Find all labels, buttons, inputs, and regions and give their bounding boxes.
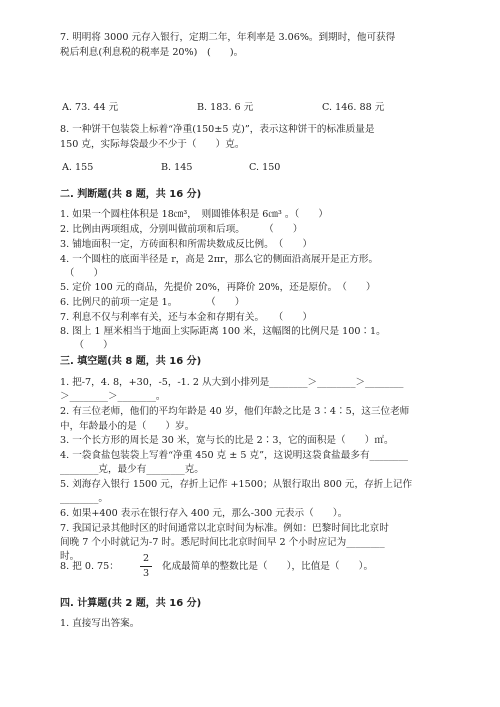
- mc-q8-option-b: B. 145: [161, 162, 193, 173]
- fill-item: 间晚 7 个小时就记为-7 时。悉尼时间比北京时间早 2 个小时应记为________: [60, 537, 385, 548]
- mc-q8-line2: 150 克，实际每袋最少不少于（ ）克。: [60, 139, 245, 150]
- judgement-item: 2. 比例由两项组成，分别叫做前项和后项。 （ ）: [60, 224, 303, 235]
- fraction-bar: [140, 566, 152, 567]
- fill-item: 3. 一个长方形的周长是 30 米，宽与长的比是 2∶3，它的面积是（ ）㎡。: [60, 435, 394, 446]
- fraction-denominator: 3: [142, 568, 150, 579]
- judgement-item: 1. 如果一个圆柱体积是 18㎝³， 则圆锥体积是 6㎝³ 。（ ）: [60, 209, 329, 220]
- mc-q7-option-b: B. 183. 6 元: [197, 102, 254, 113]
- fill-item: 7. 我国记录其他时区的时间通常以北京时间为标准。例如：巴黎时间比北京时: [60, 523, 389, 534]
- judgement-item: （ ）: [60, 268, 104, 279]
- fill-item: ________克，最少有________克。: [60, 464, 204, 475]
- fill-item: 中，年龄最小的是（ ）岁。: [60, 421, 195, 432]
- calc-item: 1. 直接写出答案。: [60, 618, 140, 629]
- judgement-item: 6. 比例尺的前项一定是 1。 （ ）: [60, 297, 245, 308]
- judgement-item: 8. 图上 1 厘米相当于地面上实际距离 100 米，这幅图的比例尺是 100∶1。: [60, 326, 386, 337]
- judgement-item: 7. 利息不仅与利率有关，还与本金和存期有关。 （ ）: [60, 312, 313, 323]
- judgement-item: 4. 一个圆柱的底面半径是 r，高是 2πr，那么它的侧面沿高展开是正方形。: [60, 254, 379, 265]
- judgement-item: 5. 定价 100 元的商品，先提价 20%，再降价 20%，还是原价。 （ ）: [60, 282, 376, 293]
- fill-item: 4. 一袋食盐包装袋上写着“净重 450 克 ± 5 克”，这说明这袋食盐最多有________: [60, 450, 408, 461]
- section-title-calculation: 四. 计算题(共 2 题，共 16 分): [60, 598, 202, 609]
- fill-q8-prefix: 8. 把 0. 75：: [60, 561, 119, 572]
- judgement-item: 3. 铺地面积一定，方砖面积和所需块数成反比例。 （ ）: [60, 239, 313, 250]
- mc-q7-line1: 7. 明明将 3000 元存入银行，定期二年，年利率是 3.06%。到期时，他可获得: [60, 32, 396, 43]
- mc-q7-option-c: C. 146. 88 元: [322, 102, 385, 113]
- fill-item: 1. 把-7，4. 8，+30，-5，-1. 2 从大到小排列是________＞________＞________: [60, 377, 404, 388]
- mc-q8-option-a: A. 155: [62, 162, 94, 173]
- mc-q7-option-a: A. 73. 44 元: [62, 102, 119, 113]
- section-title-fill-blank: 三. 填空题(共 8 题，共 16 分): [60, 356, 202, 367]
- fill-item: ＞________＞________。: [60, 391, 166, 402]
- fraction-numerator: 2: [142, 553, 150, 564]
- section-title-judgement: 二. 判断题(共 8 题，共 16 分): [60, 189, 202, 200]
- mc-q7-line2: 税后利息(利息税的税率是 20%) ( )。: [60, 47, 244, 58]
- fraction-two-thirds: [140, 553, 152, 580]
- fill-q8-suffix: 化成最简单的整数比是（ ），比值是（ ）。: [162, 561, 374, 572]
- mc-q8-option-c: C. 150: [249, 162, 281, 173]
- fill-item: 2. 有三位老师，他们的平均年龄是 40 岁，他们年龄之比是 3∶4∶5，这三位老师: [60, 406, 410, 417]
- fill-item: ________。: [60, 493, 108, 504]
- fill-item: 时。: [60, 551, 80, 562]
- fill-item: 6. 如果+400 表示在银行存入 400 元，那么-300 元表示（ ）。: [60, 508, 348, 519]
- fill-item: 5. 刘海存入银行 1500 元，存折上记作 +1500；从银行取出 800 元，存折上记作: [60, 479, 413, 490]
- mc-q8-line1: 8. 一种饼干包装袋上标着“净重(150±5 克)”，表示这种饼干的标准质量是: [60, 124, 375, 135]
- judgement-item: （ ）: [60, 340, 113, 351]
